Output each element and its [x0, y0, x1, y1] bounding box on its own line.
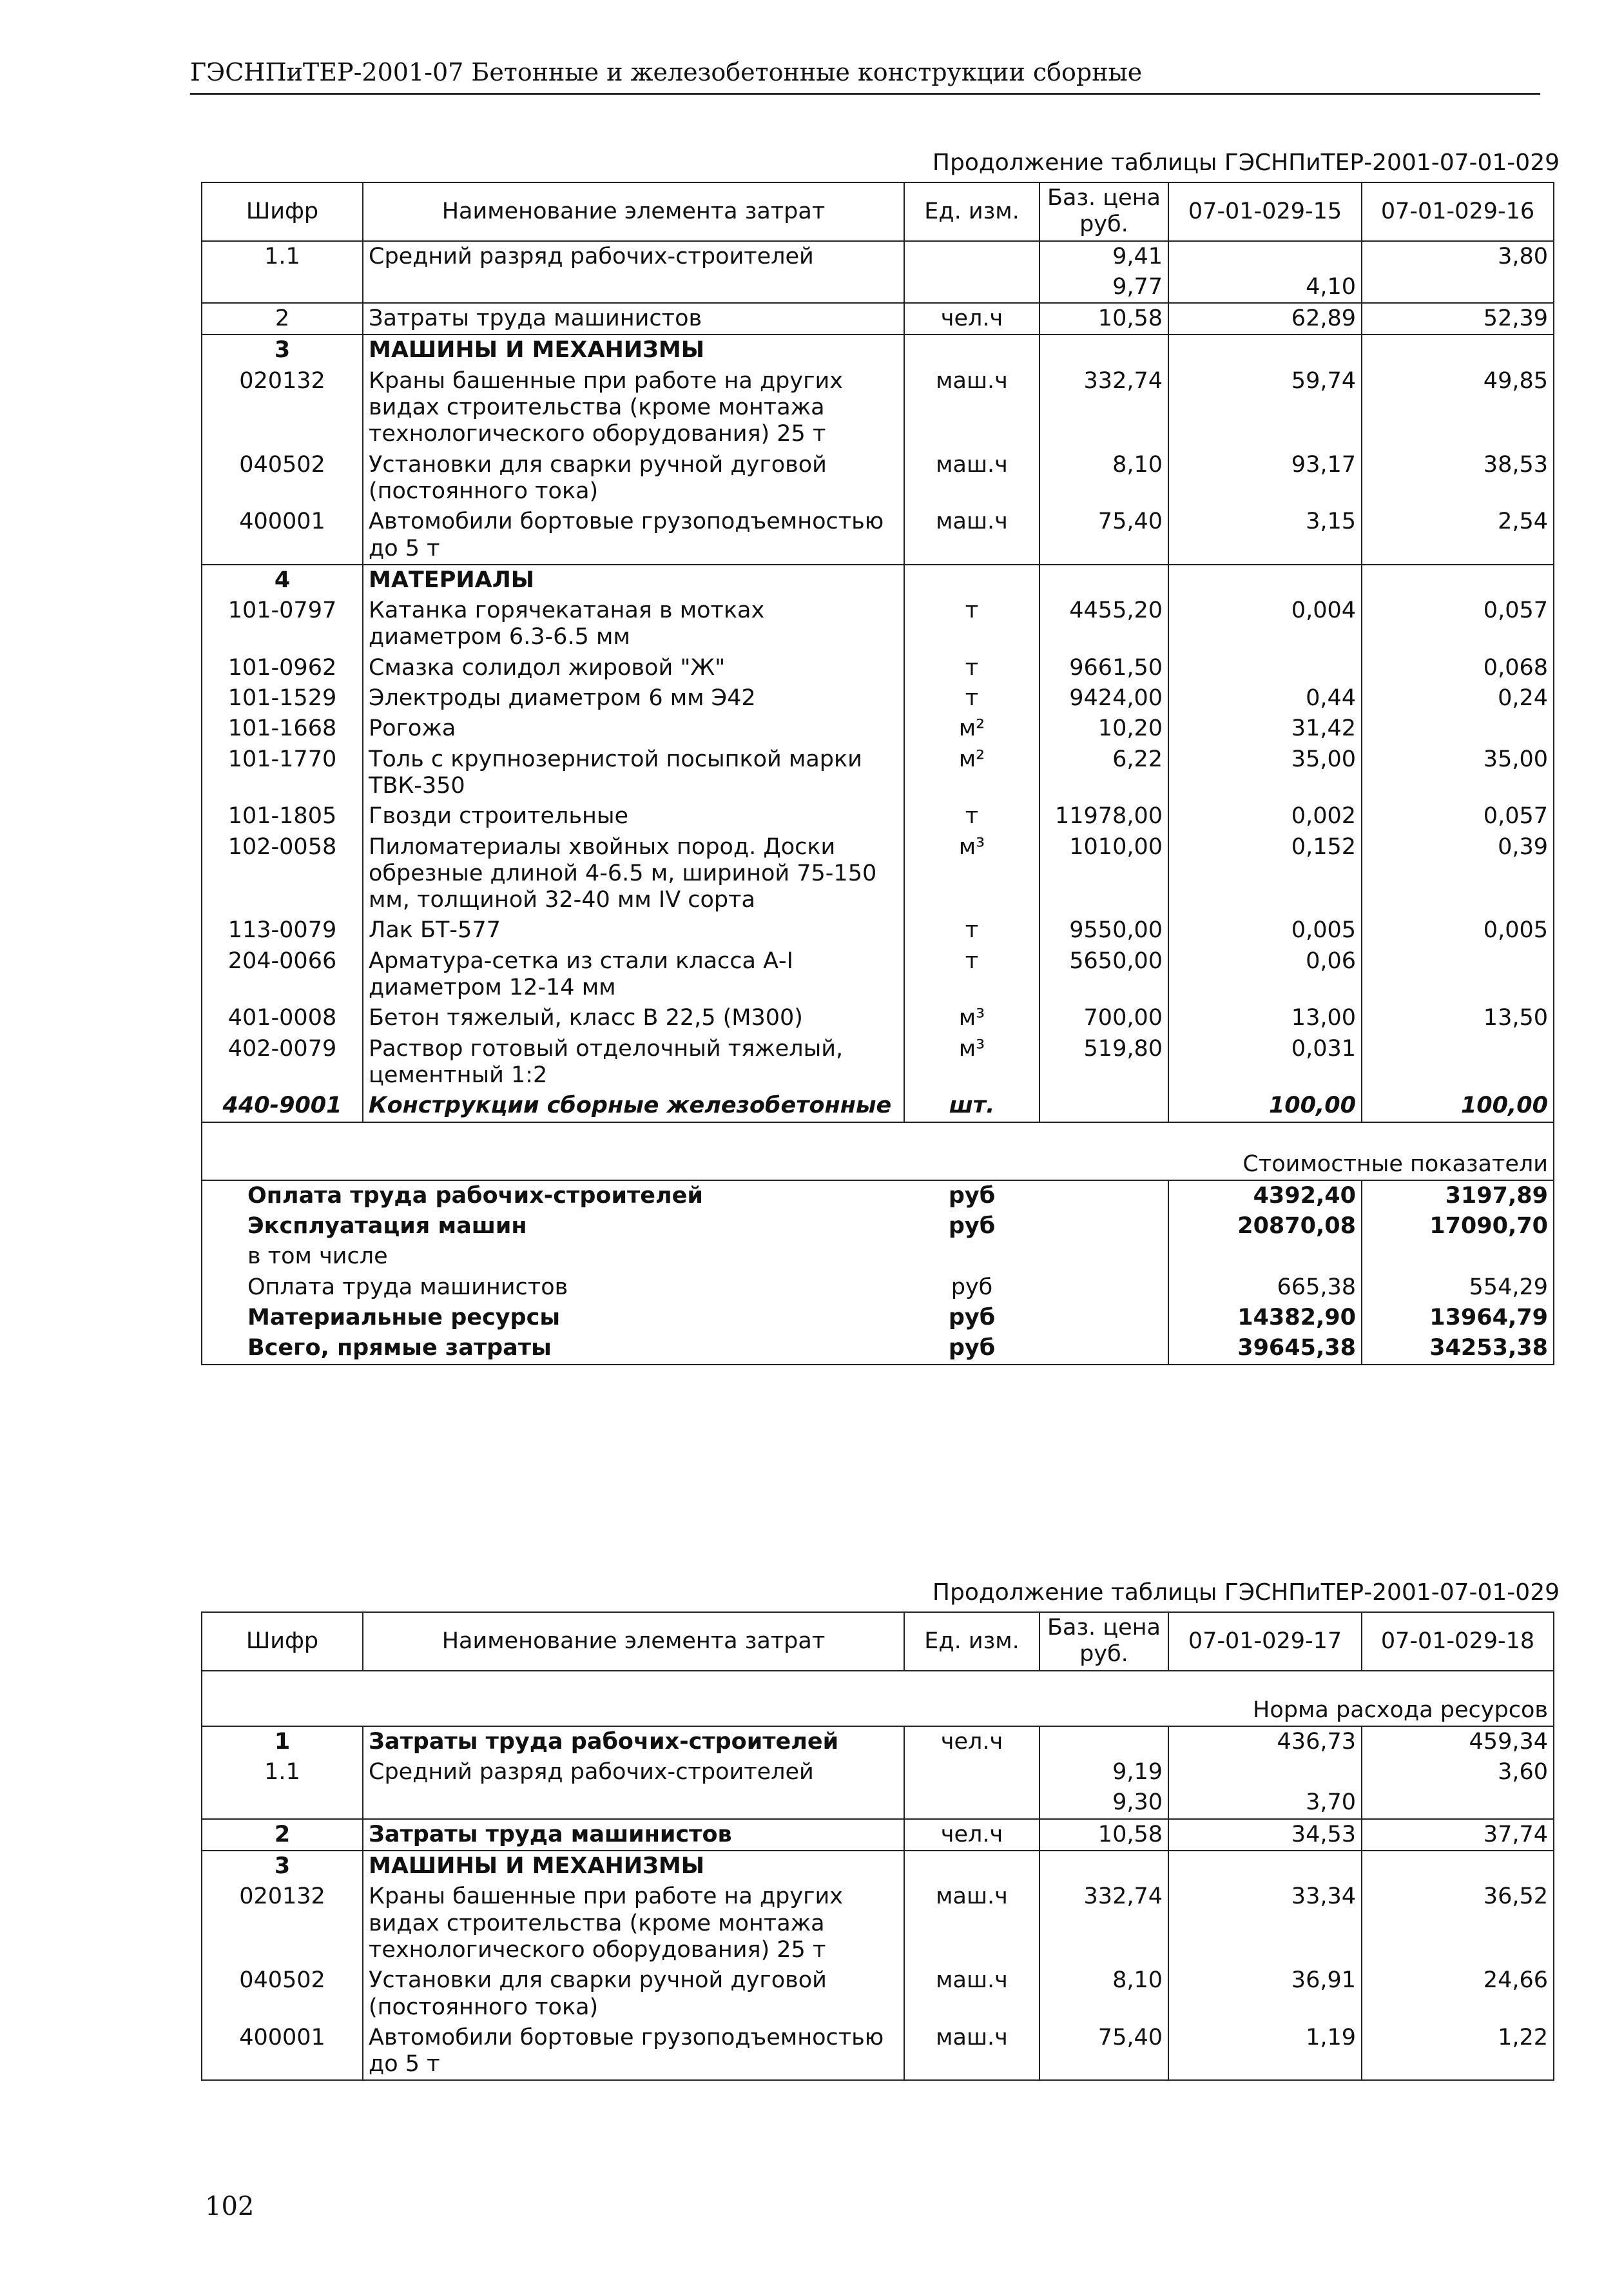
row-price: 9,19 — [1039, 1757, 1168, 1787]
col-header-norm-15: 07-01-029-15 — [1168, 182, 1362, 241]
table-row — [202, 1003, 1554, 1033]
row-code: 204-0066 — [202, 946, 363, 1004]
row-norm-1: 13,00 — [1168, 1003, 1362, 1033]
row-norm-2 — [1362, 1851, 1554, 1882]
summary-unit: руб — [948, 1304, 996, 1330]
row-norm-1: 4,10 — [1168, 272, 1362, 303]
row-name — [363, 1787, 904, 1818]
row-code: 040502 — [202, 1965, 363, 2023]
summary-row — [202, 1333, 1554, 1364]
table-row — [202, 1757, 1554, 1787]
row-norm-2 — [1362, 714, 1554, 744]
summary-norm-1: 4392,40 — [1168, 1180, 1362, 1211]
row-norm-1: 93,17 — [1168, 450, 1362, 507]
summary-price-empty — [1039, 1211, 1168, 1241]
row-norm-1: 62,89 — [1168, 303, 1362, 335]
row-price: 11978,00 — [1039, 801, 1168, 832]
summary-norm-1 — [1168, 1241, 1362, 1272]
row-price: 10,58 — [1039, 1819, 1168, 1851]
row-code: 401-0008 — [202, 1003, 363, 1033]
row-unit: маш.ч — [904, 1882, 1039, 1965]
row-norm-2 — [1362, 1034, 1554, 1091]
summary-label: Материальные ресурсы — [202, 1303, 904, 1333]
row-norm-2: 0,005 — [1362, 915, 1554, 946]
row-unit — [904, 272, 1039, 303]
row-unit: т — [904, 801, 1039, 832]
row-price — [1039, 1091, 1168, 1122]
col-header-code: Шифр — [202, 182, 363, 241]
row-price: 9550,00 — [1039, 915, 1168, 946]
row-norm-2 — [1362, 565, 1554, 596]
row-name — [363, 272, 904, 303]
row-name: Установки для сварки ручной дуговой (постоянного тока) — [363, 450, 904, 507]
row-norm-2: 37,74 — [1362, 1819, 1554, 1851]
table-row — [202, 1034, 1554, 1091]
row-name: Арматура-сетка из стали класса А-I диаметром 12-14 мм — [363, 946, 904, 1004]
row-norm-2: 49,85 — [1362, 366, 1554, 450]
summary-norm-2: 3197,89 — [1362, 1180, 1554, 1211]
row-code: 3 — [202, 1851, 363, 1882]
row-norm-1: 0,152 — [1168, 832, 1362, 916]
table-row — [202, 596, 1554, 653]
summary-row — [202, 1241, 1554, 1272]
row-unit: чел.ч — [904, 303, 1039, 335]
row-price — [1039, 335, 1168, 365]
table1-header-row — [202, 182, 1554, 241]
row-norm-1: 0,06 — [1168, 946, 1362, 1004]
row-unit: маш.ч — [904, 366, 1039, 450]
row-unit: т — [904, 683, 1039, 714]
row-price: 9,30 — [1039, 1787, 1168, 1818]
row-code — [202, 272, 363, 303]
row-norm-1: 0,004 — [1168, 596, 1362, 653]
row-code: 101-0962 — [202, 653, 363, 683]
row-price — [1039, 1726, 1168, 1757]
row-price: 10,20 — [1039, 714, 1168, 744]
col-header-code: Шифр — [202, 1612, 363, 1671]
row-name: МАШИНЫ И МЕХАНИЗМЫ — [363, 335, 904, 365]
row-name: Смазка солидол жировой "Ж" — [363, 653, 904, 683]
row-norm-1: 436,73 — [1168, 1726, 1362, 1757]
row-norm-2: 459,34 — [1362, 1726, 1554, 1757]
col-header-price: Баз. цена руб. — [1039, 182, 1168, 241]
row-code: 2 — [202, 303, 363, 335]
row-unit — [904, 1851, 1039, 1882]
row-unit: чел.ч — [904, 1726, 1039, 1757]
row-code: 440-9001 — [202, 1091, 363, 1122]
summary-row — [202, 1211, 1554, 1241]
summary-label: Всего, прямые затраты — [202, 1333, 904, 1364]
table-row — [202, 915, 1554, 946]
table-row — [202, 2023, 1554, 2081]
summary-price-empty — [1039, 1333, 1168, 1364]
table-row — [202, 303, 1554, 335]
row-price: 4455,20 — [1039, 596, 1168, 653]
row-unit: м³ — [904, 832, 1039, 916]
col-header-norm-17: 07-01-029-17 — [1168, 1612, 1362, 1671]
row-norm-1 — [1168, 335, 1362, 365]
row-norm-2: 24,66 — [1362, 1965, 1554, 2023]
row-norm-2: 0,057 — [1362, 801, 1554, 832]
page-header-title: ГЭСНПиТЕР-2001-07 Бетонные и железобетонные конструкции сборные — [190, 58, 1143, 86]
table1-caption: Продолжение таблицы ГЭСНПиТЕР-2001-07-01-029 — [932, 150, 1560, 176]
table-row — [202, 801, 1554, 832]
cost-caption-row — [202, 1122, 1554, 1180]
col-header-price: Баз. цена руб. — [1039, 1612, 1168, 1671]
row-name: Бетон тяжелый, класс В 22,5 (М300) — [363, 1003, 904, 1033]
row-norm-2: 0,24 — [1362, 683, 1554, 714]
summary-norm-2: 554,29 — [1362, 1272, 1554, 1303]
row-code: 020132 — [202, 366, 363, 450]
summary-label: в том числе — [202, 1241, 904, 1272]
row-unit: чел.ч — [904, 1819, 1039, 1851]
table2-header-row — [202, 1612, 1554, 1671]
row-norm-1: 34,53 — [1168, 1819, 1362, 1851]
row-name: МАТЕРИАЛЫ — [363, 565, 904, 596]
row-unit: маш.ч — [904, 1965, 1039, 2023]
row-name: Средний разряд рабочих-строителей — [363, 241, 904, 272]
row-price: 8,10 — [1039, 1965, 1168, 2023]
row-name: Пиломатериалы хвойных пород. Доски обрезные длиной 4-6.5 м, шириной 75-150 мм, толщиной 32-40 мм IV сорта — [363, 832, 904, 916]
row-code: 040502 — [202, 450, 363, 507]
summary-unit: руб — [948, 1182, 996, 1209]
row-price: 700,00 — [1039, 1003, 1168, 1033]
summary-norm-1: 39645,38 — [1168, 1333, 1362, 1364]
summary-label: Оплата труда рабочих-строителей — [202, 1180, 904, 1211]
summary-norm-1: 20870,08 — [1168, 1211, 1362, 1241]
table-row — [202, 272, 1554, 303]
row-code: 101-1770 — [202, 745, 363, 802]
row-code: 101-1805 — [202, 801, 363, 832]
row-name: Конструкции сборные железобетонные — [363, 1091, 904, 1122]
table-row — [202, 366, 1554, 450]
row-unit: т — [904, 653, 1039, 683]
row-norm-2: 3,60 — [1362, 1757, 1554, 1787]
row-name: Электроды диаметром 6 мм Э42 — [363, 683, 904, 714]
row-name: Гвозди строительные — [363, 801, 904, 832]
table-row — [202, 241, 1554, 272]
row-norm-2 — [1362, 946, 1554, 1004]
row-unit: т — [904, 596, 1039, 653]
row-unit: шт. — [904, 1091, 1039, 1122]
row-price — [1039, 1851, 1168, 1882]
table-row — [202, 1726, 1554, 1757]
summary-unit: руб — [951, 1274, 993, 1300]
row-price: 9,41 — [1039, 241, 1168, 272]
row-code: 101-1668 — [202, 714, 363, 744]
summary-norm-1: 665,38 — [1168, 1272, 1362, 1303]
table2-caption: Продолжение таблицы ГЭСНПиТЕР-2001-07-01-029 — [932, 1579, 1560, 1606]
row-name: Автомобили бортовые грузоподъемностью до 5 т — [363, 2023, 904, 2081]
table-row — [202, 1965, 1554, 2023]
row-price: 9661,50 — [1039, 653, 1168, 683]
summary-norm-2: 17090,70 — [1362, 1211, 1554, 1241]
row-norm-1: 0,44 — [1168, 683, 1362, 714]
row-norm-2: 2,54 — [1362, 507, 1554, 565]
table-row — [202, 1091, 1554, 1122]
row-norm-1: 31,42 — [1168, 714, 1362, 744]
row-price: 332,74 — [1039, 1882, 1168, 1965]
table-row — [202, 745, 1554, 802]
summary-row — [202, 1180, 1554, 1211]
col-header-unit: Ед. изм. — [904, 1612, 1039, 1671]
summary-norm-2 — [1362, 1241, 1554, 1272]
summary-price-empty — [1039, 1272, 1168, 1303]
summary-unit — [904, 1241, 1039, 1272]
summary-unit: руб — [948, 1335, 996, 1361]
table-row — [202, 1851, 1554, 1882]
row-norm-2: 0,068 — [1362, 653, 1554, 683]
row-code: 102-0058 — [202, 832, 363, 916]
row-name: Установки для сварки ручной дуговой (постоянного тока) — [363, 1965, 904, 2023]
row-name: Средний разряд рабочих-строителей — [363, 1757, 904, 1787]
row-name: Затраты труда машинистов — [363, 1819, 904, 1851]
summary-price-empty — [1039, 1180, 1168, 1211]
norm-caption-row — [202, 1671, 1554, 1726]
row-norm-2: 13,50 — [1362, 1003, 1554, 1033]
row-code — [202, 1787, 363, 1818]
row-norm-1 — [1168, 241, 1362, 272]
col-header-norm-16: 07-01-029-16 — [1362, 182, 1554, 241]
resource-table-2 — [201, 1611, 1554, 2081]
row-unit: м³ — [904, 1034, 1039, 1091]
row-norm-1: 59,74 — [1168, 366, 1362, 450]
row-name: МАШИНЫ И МЕХАНИЗМЫ — [363, 1851, 904, 1882]
table-row — [202, 653, 1554, 683]
row-name: Лак БТ-577 — [363, 915, 904, 946]
row-norm-1 — [1168, 653, 1362, 683]
table-row — [202, 832, 1554, 916]
summary-label: Оплата труда машинистов — [202, 1272, 904, 1303]
row-name: Краны башенные при работе на других видах строительства (кроме монтажа технологического оборудования) 25 т — [363, 366, 904, 450]
row-price: 5650,00 — [1039, 946, 1168, 1004]
row-norm-2: 35,00 — [1362, 745, 1554, 802]
row-unit — [904, 241, 1039, 272]
row-price: 75,40 — [1039, 2023, 1168, 2081]
row-price — [1039, 565, 1168, 596]
row-norm-1 — [1168, 1757, 1362, 1787]
row-unit — [904, 335, 1039, 365]
row-code: 1.1 — [202, 1757, 363, 1787]
row-unit: м² — [904, 745, 1039, 802]
row-name: Автомобили бортовые грузоподъемностью до 5 т — [363, 507, 904, 565]
row-unit — [904, 1757, 1039, 1787]
row-unit: маш.ч — [904, 450, 1039, 507]
table-row — [202, 335, 1554, 365]
summary-norm-2: 13964,79 — [1362, 1303, 1554, 1333]
row-name: Затраты труда машинистов — [363, 303, 904, 335]
row-code: 113-0079 — [202, 915, 363, 946]
col-header-name: Наименование элемента затрат — [363, 1612, 904, 1671]
row-price: 10,58 — [1039, 303, 1168, 335]
row-price: 9,77 — [1039, 272, 1168, 303]
table-row — [202, 1787, 1554, 1818]
row-norm-1 — [1168, 565, 1362, 596]
row-unit: м² — [904, 714, 1039, 744]
row-price: 519,80 — [1039, 1034, 1168, 1091]
row-name: Катанка горячекатаная в мотках диаметром 6.3-6.5 мм — [363, 596, 904, 653]
row-norm-1: 36,91 — [1168, 1965, 1362, 2023]
row-norm-2 — [1362, 272, 1554, 303]
row-unit: м³ — [904, 1003, 1039, 1033]
row-price: 332,74 — [1039, 366, 1168, 450]
row-code: 101-0797 — [202, 596, 363, 653]
summary-row — [202, 1303, 1554, 1333]
row-price: 6,22 — [1039, 745, 1168, 802]
row-norm-1: 0,005 — [1168, 915, 1362, 946]
row-unit — [904, 565, 1039, 596]
summary-label: Эксплуатация машин — [202, 1211, 904, 1241]
summary-price-empty — [1039, 1241, 1168, 1272]
row-code: 2 — [202, 1819, 363, 1851]
table-row — [202, 946, 1554, 1004]
col-header-unit: Ед. изм. — [904, 182, 1039, 241]
summary-price-empty — [1039, 1303, 1168, 1333]
row-name: Рогожа — [363, 714, 904, 744]
row-norm-1: 3,15 — [1168, 507, 1362, 565]
row-norm-1: 33,34 — [1168, 1882, 1362, 1965]
row-norm-2: 38,53 — [1362, 450, 1554, 507]
row-price: 75,40 — [1039, 507, 1168, 565]
row-norm-1: 35,00 — [1168, 745, 1362, 802]
summary-norm-1: 14382,90 — [1168, 1303, 1362, 1333]
row-norm-1: 1,19 — [1168, 2023, 1362, 2081]
row-norm-2: 1,22 — [1362, 2023, 1554, 2081]
row-unit: маш.ч — [904, 507, 1039, 565]
row-norm-2: 3,80 — [1362, 241, 1554, 272]
row-price: 8,10 — [1039, 450, 1168, 507]
summary-norm-2: 34253,38 — [1362, 1333, 1554, 1364]
col-header-norm-18: 07-01-029-18 — [1362, 1612, 1554, 1671]
norm-caption: Норма расхода ресурсов — [202, 1671, 1554, 1726]
table-row — [202, 507, 1554, 565]
table-row — [202, 450, 1554, 507]
row-norm-2: 52,39 — [1362, 303, 1554, 335]
row-code: 020132 — [202, 1882, 363, 1965]
row-code: 1 — [202, 1726, 363, 1757]
table-row — [202, 565, 1554, 596]
table-row — [202, 1882, 1554, 1965]
row-norm-2: 0,057 — [1362, 596, 1554, 653]
row-name: Раствор готовый отделочный тяжелый, цементный 1:2 — [363, 1034, 904, 1091]
row-norm-2 — [1362, 1787, 1554, 1818]
row-unit — [904, 1787, 1039, 1818]
row-code: 400001 — [202, 2023, 363, 2081]
row-norm-1: 100,00 — [1168, 1091, 1362, 1122]
row-norm-1: 0,002 — [1168, 801, 1362, 832]
row-norm-2: 0,39 — [1362, 832, 1554, 916]
row-code: 402-0079 — [202, 1034, 363, 1091]
page-header — [190, 53, 1540, 95]
resource-table-1 — [201, 182, 1554, 1365]
row-norm-2: 100,00 — [1362, 1091, 1554, 1122]
row-price: 9424,00 — [1039, 683, 1168, 714]
row-norm-2 — [1362, 335, 1554, 365]
row-name: Затраты труда рабочих-строителей — [363, 1726, 904, 1757]
row-norm-1 — [1168, 1851, 1362, 1882]
cost-caption: Стоимостные показатели — [202, 1122, 1554, 1180]
row-code: 1.1 — [202, 241, 363, 272]
table-row — [202, 1819, 1554, 1851]
row-norm-1: 3,70 — [1168, 1787, 1362, 1818]
row-code: 400001 — [202, 507, 363, 565]
row-unit: т — [904, 946, 1039, 1004]
table-row — [202, 683, 1554, 714]
row-norm-2: 36,52 — [1362, 1882, 1554, 1965]
summary-unit: руб — [948, 1213, 996, 1240]
summary-row — [202, 1272, 1554, 1303]
row-name: Краны башенные при работе на других видах строительства (кроме монтажа технологического оборудования) 25 т — [363, 1882, 904, 1965]
col-header-name: Наименование элемента затрат — [363, 182, 904, 241]
row-price: 1010,00 — [1039, 832, 1168, 916]
row-unit: т — [904, 915, 1039, 946]
row-code: 101-1529 — [202, 683, 363, 714]
row-unit: маш.ч — [904, 2023, 1039, 2081]
row-code: 4 — [202, 565, 363, 596]
row-norm-1: 0,031 — [1168, 1034, 1362, 1091]
table-row — [202, 714, 1554, 744]
page-number: 102 — [205, 2192, 255, 2221]
row-name: Толь с крупнозернистой посыпкой марки ТВК-350 — [363, 745, 904, 802]
row-code: 3 — [202, 335, 363, 365]
